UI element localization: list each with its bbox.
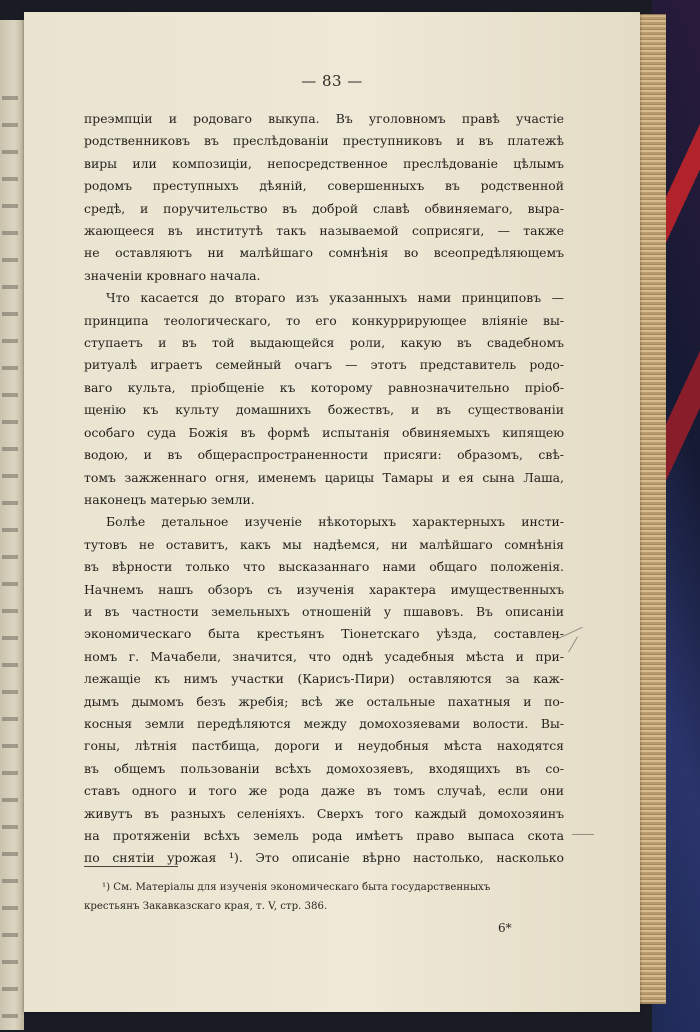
text-line: живутъ въ разныхъ селеніяхъ. Сверхъ того каждый домохозяинъ — [84, 805, 564, 821]
text-line: ставъ одного и того же рода даже въ томъ случаѣ, если они — [84, 783, 564, 799]
footnote-divider — [84, 866, 178, 867]
text-line: лежащіе къ нимъ участки (Карисъ-Пири) оставляются за каж- — [84, 671, 564, 687]
text-line: и въ частности земельныхъ отношеній у пшавовъ. Въ описаніи — [84, 603, 564, 619]
text-line: экономическаго быта крестьянъ Тіонетскаго уѣзда, составлен- — [84, 626, 564, 642]
pencil-margin-mark — [572, 834, 594, 835]
text-line: на протяженіи всѣхъ земель рода имѣетъ право выпаса скота — [84, 828, 564, 843]
footnote-line: ¹) См. Матеріалы для изученія экономическаго быта государственныхъ — [102, 882, 491, 893]
text-line: тутовъ не оставитъ, какъ мы надѣемся, ни малѣйшаго сомнѣнія — [84, 536, 564, 552]
book-page — [24, 12, 640, 1012]
footnote — [84, 878, 564, 916]
text-line: водою, и въ общераспространенности присяги: образомъ, свѣ- — [84, 447, 564, 463]
body-text — [84, 108, 564, 870]
text-line: наконецъ матерью земли. — [84, 491, 255, 507]
text-line: ритуалѣ играетъ семейный очагъ — этотъ представитель родо- — [84, 357, 564, 373]
left-page-text-fragment — [2, 80, 18, 1020]
text-line: родомъ преступныхъ дѣяній, совершенныхъ въ родственной — [84, 178, 564, 194]
text-line: Что касается до втораго изъ указанныхъ нами принциповъ — — [106, 290, 564, 306]
footnote-line: крестьянъ Закавказскаго края, т. V, стр. 386. — [84, 901, 328, 912]
text-line: номъ г. Мачабели, значится, что однѣ усадебныя мѣста и при- — [84, 648, 564, 664]
text-line: значеніи кровнаго начала. — [84, 267, 261, 283]
text-line: Болѣе детальное изученіе нѣкоторыхъ характерныхъ инсти- — [106, 514, 564, 530]
text-line: жающееся въ институтѣ такъ называемой соприсяги, — также — [84, 223, 564, 239]
text-line: по снятіи урожая ¹). Это описаніе вѣрно настолько, насколько — [84, 850, 564, 866]
text-line: томъ зажженнаго огня, именемъ царицы Тамары и ея сына Лаша, — [84, 469, 564, 485]
page-number: — 83 — — [301, 72, 363, 90]
printer-signature-mark: 6* — [498, 921, 512, 935]
text-line: принципа теологическаго, то его конкуррирующее вліяніе вы- — [84, 312, 564, 328]
text-line: виры или композиціи, непосредственное преслѣдованіе цѣлымъ — [84, 155, 564, 171]
left-page-edge — [0, 20, 24, 1030]
text-line: въ вѣрности только что высказаннаго нами общаго положенія. — [84, 559, 564, 575]
text-line: косныя земли передѣляются между домохозяевами волости. Вы- — [84, 715, 564, 731]
text-line: особаго суда Божія въ формѣ испытанія обвиняемыхъ кипящею — [84, 424, 564, 440]
text-line: преэмпціи и родоваго выкупа. Въ уголовномъ правѣ участіе — [84, 111, 564, 126]
text-line: щенію къ культу домашнихъ божествъ, и въ существованіи — [84, 402, 564, 418]
text-line: средѣ, и поручительство въ доброй славѣ обвиняемаго, выра- — [84, 200, 564, 216]
text-line: ваго культа, пріобщеніе къ которому равнозначительно пріоб- — [84, 379, 564, 395]
pencil-margin-mark — [568, 636, 578, 652]
text-line: родственниковъ въ преслѣдованіи преступниковъ и въ платежѣ — [84, 133, 564, 149]
text-line: дымъ дымомъ безъ жребія; всѣ же остальные пахатныя и по- — [84, 693, 564, 709]
text-line: гоны, лѣтнія пастбища, дороги и неудобныя мѣста находятся — [84, 738, 564, 754]
text-line: ступаетъ и въ той выдающейся роли, какую въ свадебномъ — [84, 335, 564, 351]
text-line: не оставляютъ ни малѣйшаго сомнѣнія во всеопредѣляющемъ — [84, 245, 564, 261]
text-line: въ общемъ пользованіи всѣхъ домохозяевъ, входящихъ въ со- — [84, 760, 564, 776]
text-line: Начнемъ нашъ обзоръ съ изученія характера имущественныхъ — [84, 581, 564, 597]
